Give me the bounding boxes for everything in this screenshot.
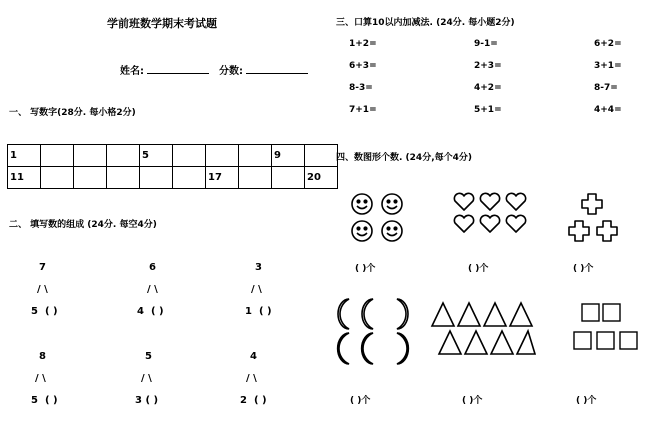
comp-bottom: 5 ( ) (31, 306, 58, 317)
section4-title: 四、数图形个数. (24分,每个4分) (336, 153, 472, 163)
cross-icon (582, 194, 602, 214)
answer-blank[interactable]: ( )个 (468, 264, 489, 274)
name-score-line (120, 62, 308, 77)
heart-icon (480, 215, 499, 232)
cross-icon (597, 221, 617, 241)
grid-cell[interactable] (107, 145, 140, 167)
crescent-icon (338, 333, 349, 364)
comp-bottom: 4 ( ) (137, 306, 164, 317)
grid-cell[interactable]: 17 (206, 167, 239, 189)
triangle-icon (465, 331, 487, 354)
comp-bottom: 1 ( ) (245, 306, 272, 317)
square-icon (597, 332, 614, 349)
comp-slash: / \ (246, 373, 257, 384)
arith-problem: 1+2= (349, 39, 377, 49)
score-label: 分数: (218, 66, 243, 77)
number-writing-grid (7, 144, 338, 189)
crescent-icon (397, 333, 408, 364)
crescent-icon (397, 299, 408, 329)
grid-cell[interactable] (41, 145, 74, 167)
triangle-icon (491, 331, 513, 354)
cross-icon (569, 221, 589, 241)
arith-problem: 4+2= (474, 83, 502, 93)
page-title: 学前班数学期末考试题 (107, 17, 217, 30)
section2-title: 二、 填写数的组成 (24分. 每空4分) (9, 220, 157, 230)
arith-problem: 5+1= (474, 105, 502, 115)
comp-slash: / \ (141, 373, 152, 384)
comp-top: 5 (145, 351, 152, 362)
answer-blank[interactable]: ( )个 (350, 396, 371, 406)
triangle-icon (458, 303, 480, 326)
comp-top: 8 (39, 351, 46, 362)
grid-cell[interactable] (239, 167, 272, 189)
comp-bottom: 2 ( ) (240, 395, 267, 406)
heart-icon (480, 193, 499, 210)
comp-bottom: 3 ( ) (135, 395, 159, 406)
crescent-icon (362, 333, 373, 364)
grid-cell[interactable] (140, 167, 173, 189)
smiley-icon (382, 221, 402, 241)
heart-group (452, 191, 528, 235)
triangle-icon (510, 303, 532, 326)
triangle-icon (432, 303, 454, 326)
heart-icon (454, 215, 473, 232)
smiley-group (349, 191, 409, 245)
comp-slash: / \ (35, 373, 46, 384)
comp-top: 7 (39, 262, 46, 273)
arith-problem: 6+2= (594, 39, 622, 49)
comp-top: 4 (250, 351, 257, 362)
cross-group (566, 191, 626, 247)
comp-top: 6 (149, 262, 156, 273)
answer-blank[interactable]: ( )个 (576, 396, 597, 406)
grid-cell[interactable] (74, 145, 107, 167)
arith-problem: 9-1= (474, 39, 498, 49)
arith-problem: 3+1= (594, 61, 622, 71)
grid-cell[interactable] (206, 145, 239, 167)
answer-blank[interactable]: ( )个 (573, 264, 594, 274)
comp-slash: / \ (147, 284, 158, 295)
grid-cell[interactable]: 9 (272, 145, 305, 167)
smiley-icon (382, 194, 402, 214)
grid-cell[interactable] (173, 145, 206, 167)
square-icon (620, 332, 637, 349)
answer-blank[interactable]: ( )个 (355, 264, 376, 274)
grid-cell[interactable]: 1 (8, 145, 41, 167)
crescent-group (336, 297, 412, 367)
grid-row-2 (8, 167, 338, 189)
grid-cell[interactable]: 5 (140, 145, 173, 167)
smiley-icon (352, 194, 372, 214)
triangle-group (430, 300, 536, 358)
arith-problem: 6+3= (349, 61, 377, 71)
answer-blank[interactable]: ( )个 (462, 396, 483, 406)
comp-slash: / \ (37, 284, 48, 295)
triangle-icon (517, 331, 535, 354)
grid-cell[interactable] (272, 167, 305, 189)
arith-problem: 8-7= (594, 83, 618, 93)
name-field[interactable] (147, 63, 209, 74)
arith-problem: 8-3= (349, 83, 373, 93)
grid-cell[interactable] (305, 145, 338, 167)
heart-icon (506, 193, 525, 210)
grid-cell[interactable] (74, 167, 107, 189)
comp-bottom: 5 ( ) (31, 395, 58, 406)
section1-title: 一、 写数字(28分. 每小格2分) (9, 108, 136, 118)
comp-slash: / \ (251, 284, 262, 295)
crescent-icon (338, 299, 349, 329)
arith-problem: 4+4= (594, 105, 622, 115)
triangle-icon (484, 303, 506, 326)
grid-cell[interactable] (41, 167, 74, 189)
square-icon (582, 304, 599, 321)
arith-problem: 7+1= (349, 105, 377, 115)
score-field[interactable] (246, 63, 308, 74)
grid-cell[interactable] (173, 167, 206, 189)
triangle-icon (439, 331, 461, 354)
grid-cell[interactable] (107, 167, 140, 189)
smiley-icon (352, 221, 372, 241)
name-label: 姓名: (120, 66, 144, 77)
grid-cell[interactable] (239, 145, 272, 167)
grid-cell[interactable]: 11 (8, 167, 41, 189)
arith-problem: 2+3= (474, 61, 502, 71)
square-icon (603, 304, 620, 321)
square-group (570, 302, 646, 356)
heart-icon (506, 215, 525, 232)
square-icon (574, 332, 591, 349)
heart-icon (454, 193, 473, 210)
comp-top: 3 (255, 262, 262, 273)
grid-row-1 (8, 145, 338, 167)
section3-title: 三、口算10以内加减法. (24分. 每小题2分) (336, 18, 515, 28)
crescent-icon (362, 299, 373, 329)
grid-cell[interactable]: 20 (305, 167, 338, 189)
